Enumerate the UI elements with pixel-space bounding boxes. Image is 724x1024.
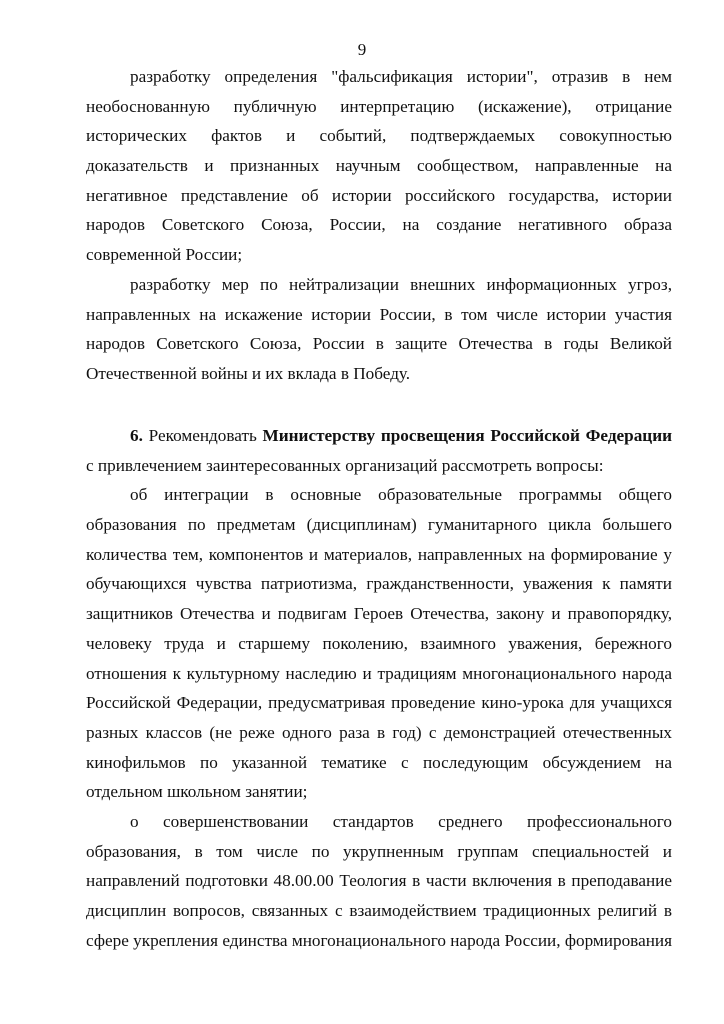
text-line: с привлечением заинтересованных организаций рассмотреть вопросы: [86, 455, 604, 475]
text-line: направлений подготовки 48.00.00 Теология в части включения в преподавание [86, 871, 672, 891]
text-line: сфере укрепления единства многонационального народа России, формирования [86, 930, 672, 950]
text-line: количества тем, компонентов и материалов, направленных на формирование у [86, 544, 672, 564]
text-line: человеку труда и старшему поколению, взаимного уважения, бережного [86, 633, 672, 653]
text-line: дисциплин вопросов, связанных с взаимодействием традиционных религий в [86, 901, 672, 920]
item-6-heading-line [86, 421, 672, 451]
text-line: исторических фактов и событий, подтверждаемых совокупностью [86, 126, 672, 146]
text-line: об интеграции в основные образовательные программы общего [130, 485, 672, 505]
page-number: 9 [357, 40, 367, 59]
text-line: отдельном школьном занятии; [86, 782, 308, 802]
ministry-name: Министерству просвещения Российской Федерации [262, 426, 672, 445]
text-line: народов Советского Союза, России, на создание негативного образа [86, 215, 672, 235]
text-line: обучающихся чувства патриотизма, гражданственности, уважения к памяти [86, 574, 672, 594]
item-number: 6. [130, 426, 143, 445]
text-line: образования по предметам (дисциплинам) гуманитарного цикла большего [86, 515, 672, 535]
text-line: доказательств и признанных научным сообществом, направленные на [86, 156, 672, 176]
text-line: направленных на искажение истории России, в том числе истории участия [86, 304, 672, 324]
paragraph-block-1 [86, 62, 672, 389]
text-line: негативное представление об истории российского государства, истории [86, 185, 672, 205]
text-line: разных классов (не реже одного раза в год) с демонстрацией отечественных [86, 722, 672, 742]
text-line: необоснованную публичную интерпретацию (искажение), отрицание [86, 96, 672, 116]
text-line: народов Советского Союза, России в защите Отечества в годы Великой [86, 334, 672, 354]
text-line: Российской Федерации, предусматривая проведение кино-урока для учащихся [86, 693, 672, 713]
text-line: современной России; [86, 245, 243, 265]
text-line: отношения к культурному наследию и традициям многонационального народа [86, 663, 672, 683]
paragraph-block-2 [86, 421, 672, 955]
recommend-word: Рекомендовать [148, 426, 257, 445]
text-line: образования, в том числе по укрупненным группам специальностей и [86, 841, 672, 861]
text-line: защитников Отечества и подвигам Героев Отечества, закону и правопорядку, [86, 604, 672, 624]
text-line: кинофильмов по указанной тематике с последующим обсуждением на [86, 752, 672, 772]
text-line: разработку определения "фальсификация истории", отразив в нем [130, 67, 672, 86]
text-line: о совершенствовании стандартов среднего профессионального [130, 811, 672, 831]
text-line: разработку мер по нейтрализации внешних информационных угроз, [130, 274, 672, 294]
text-line: Отечественной войны и их вклада в Победу. [86, 363, 411, 383]
